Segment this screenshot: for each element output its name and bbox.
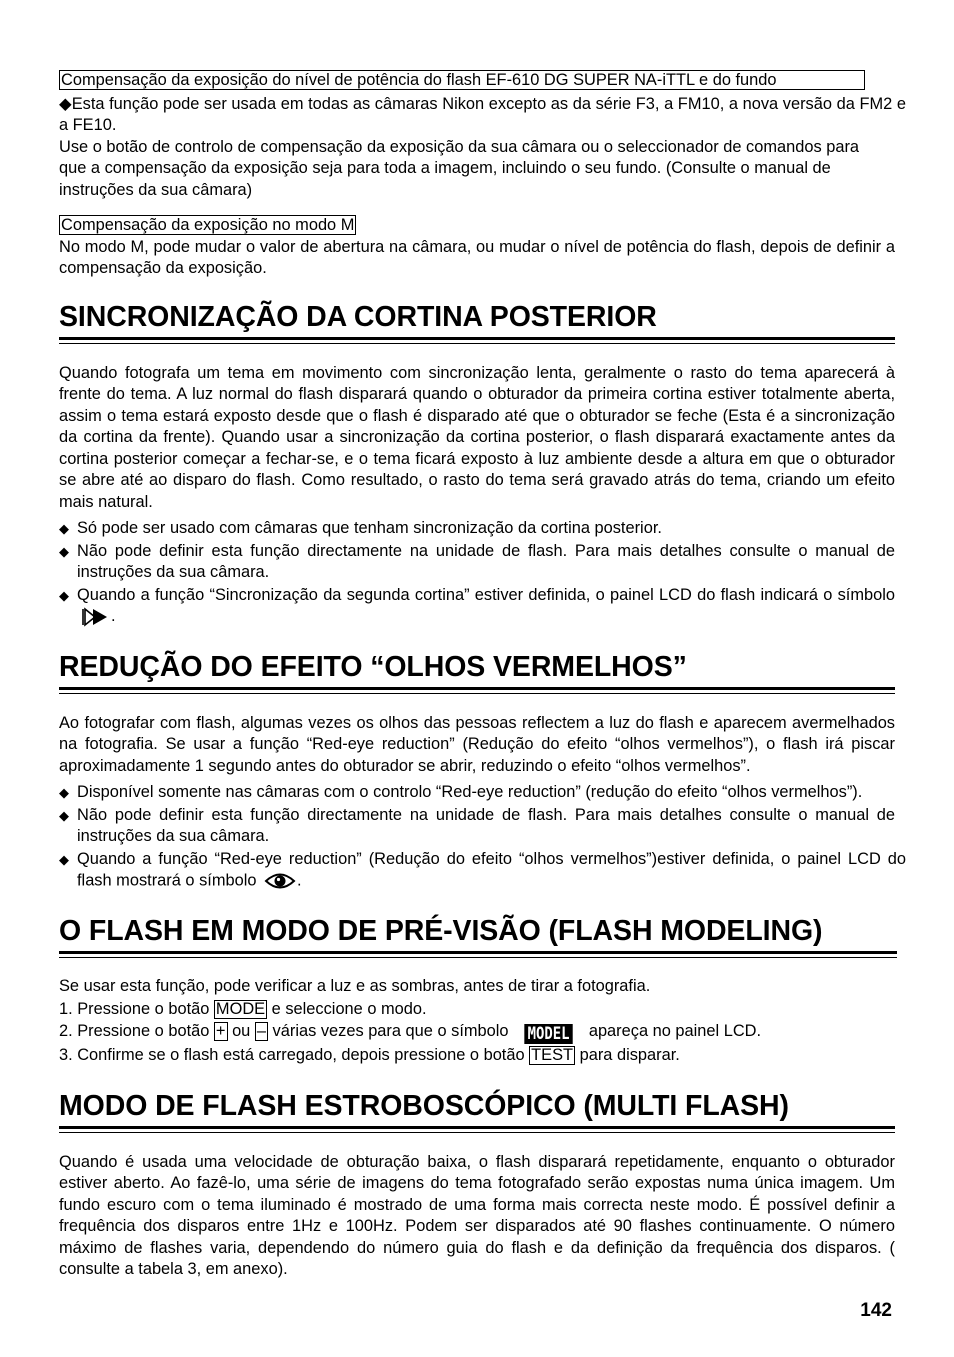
rear-sync-bullets: [59, 518, 895, 628]
rear-sync-section: [59, 363, 895, 628]
model-lcd-icon: MODEL: [524, 1024, 573, 1044]
multi-flash-section: [59, 1152, 895, 1281]
section-title-rear-sync: SINCRONIZAÇÃO DA CORTINA POSTERIOR: [59, 300, 895, 340]
rear-sync-body: Quando fotografa um tema em movimento com sincronização lenta, geralmente o rasto do tema aparecerá à frente do tema. A luz normal do flash disparará quando o obturador da primeira cortina estiver totalmente aberta, assim o tema estará exposto desde que o flash é disparado até que o obturador se feche (Esta é a sincronização da cortina da frente). Quando usar a sincronização da cortina posterior, o flash disparará exactamente antes da cortina posterior começar a fechar-se, e o tema ficará exposto à luz ambiente desde a altura em que o obturador se abre até ao disparo do flash. Como resultado, o rasto do tema será gravado atrás do tema, criando um efeito mais natural.: [59, 363, 895, 511]
list-item: ◆ Não pode definir esta função directamente na unidade de flash. Para mais detalhes consulte o manual de instruções da sua câmara.: [59, 541, 895, 581]
list-item: ◆ Quando a função “Red-eye reduction” (Redução do efeito “olhos vermelhos”)estiver definida, o painel LCD do flash mostrará o símbolo .: [59, 849, 906, 893]
bullet-diamond-icon: ◆: [59, 851, 69, 867]
bullet-diamond-icon: ◆: [59, 587, 69, 603]
red-eye-bullets: [59, 782, 906, 892]
intro-bullet: [59, 94, 906, 137]
rear-curtain-sync-icon: [81, 607, 111, 627]
list-item: ◆ Só pode ser usado com câmaras que tenham sincronização da cortina posterior.: [59, 518, 895, 540]
section-title-red-eye: REDUÇÃO DO EFEITO “OLHOS VERMELHOS”: [59, 650, 895, 690]
modeling-intro: Se usar esta função, pode verificar a luz e as sombras, antes de tirar a fotografia.: [59, 977, 651, 995]
intro-block: [59, 70, 906, 280]
bullet-diamond-icon: ◆: [59, 543, 69, 559]
section-title-modeling: O FLASH EM MODO DE PRÉ-VISÃO (FLASH MODELING): [59, 914, 897, 954]
mode-button-label: MODE: [215, 999, 266, 1018]
list-item: 2. Pressione o botão + ou – várias vezes para que o símbolo MODEL apareça no painel LCD.: [59, 1022, 762, 1044]
section-title-multi-flash: MODO DE FLASH ESTROBOSCÓPICO (MULTI FLASH): [59, 1089, 895, 1129]
bullet-diamond-icon: ◆: [59, 807, 69, 823]
intro-paragraph: Use o botão de controlo de compensação da exposição da sua câmara ou o seleccionador de comandos para que a compensação da exposição seja para toda a imagem, incluindo o seu fundo. (Consulte o manual de instruções da sua câmara): [59, 137, 860, 199]
list-item: 3. Confirme se o flash está carregado, depois pressione o botão TEST para disparar.: [59, 1046, 680, 1064]
mode-m-heading: Compensação da exposição no modo M: [61, 216, 355, 234]
modeling-steps: [59, 999, 895, 1067]
minus-button-label: –: [256, 1022, 266, 1040]
red-eye-body: Ao fotografar com flash, algumas vezes os olhos das pessoas reflectem a luz do flash e aparecem avermelhados na fotografia. Se usar a função “Red-eye reduction” (Redução do efeito “olhos vermelhos”), o flash irá piscar aproximadamente 1 segundo antes do obturador se abrir, reduzindo o efeito “olhos vermelhos”.: [59, 713, 895, 775]
list-item: ◆ Não pode definir esta função directamente na unidade de flash. Para mais detalhes consulte o manual de instruções da sua câmara.: [59, 805, 895, 845]
intro-bullet-text: Esta função pode ser usada em todas as câmaras Nikon excepto as da série F3, a FM10, a nova versão da FM2 e a FE10.: [59, 94, 906, 134]
page-content: [59, 70, 906, 1281]
bullet-diamond-icon: ◆: [59, 94, 72, 113]
eye-icon: [263, 870, 297, 892]
bullet-diamond-icon: ◆: [59, 521, 69, 536]
list-item: 1. Pressione o botão MODE e seleccione o modo.: [59, 999, 427, 1018]
list-item: ◆ Disponível somente nas câmaras com o controlo “Red-eye reduction” (redução do efeito “olhos vermelhos”).: [59, 782, 895, 804]
bullet-diamond-icon: ◆: [59, 785, 69, 800]
test-button-label: TEST: [531, 1046, 574, 1064]
modeling-section: [59, 976, 895, 1067]
red-eye-section: [59, 713, 906, 893]
mode-m-paragraph: No modo M, pode mudar o valor de abertura na câmara, ou mudar o nível de potência do flash, depois de definir a compensação da exposição.: [59, 237, 895, 277]
plus-button-label: +: [215, 1022, 226, 1040]
list-item: ◆ Quando a função “Sincronização da segunda cortina” estiver definida, o painel LCD do flash indicará o símbolo .: [59, 585, 895, 625]
page-number: 142: [860, 1300, 892, 1321]
flash-compensation-heading: Compensação da exposição do nível de potência do flash EF-610 DG SUPER NA-iTTL e do fundo: [59, 70, 865, 90]
multi-flash-body: Quando é usada uma velocidade de obturação baixa, o flash disparará repetidamente, enquanto o obturador estiver aberto. Ao fazê-lo, uma série de imagens do tema fotografado serão expostas numa única imagem. Um fundo escuro com o tema iluminado é mostrado de uma forma mais correcta neste modo. É possível definir a frequência dos disparos entre 1Hz e 100Hz. Podem ser disparados até 90 flashes continuamente. O número máximo de flashes varia, dependendo do número guia do flash e da definição da frequência dos disparos. ( consulte a tabela 3, em anexo).: [59, 1152, 895, 1278]
